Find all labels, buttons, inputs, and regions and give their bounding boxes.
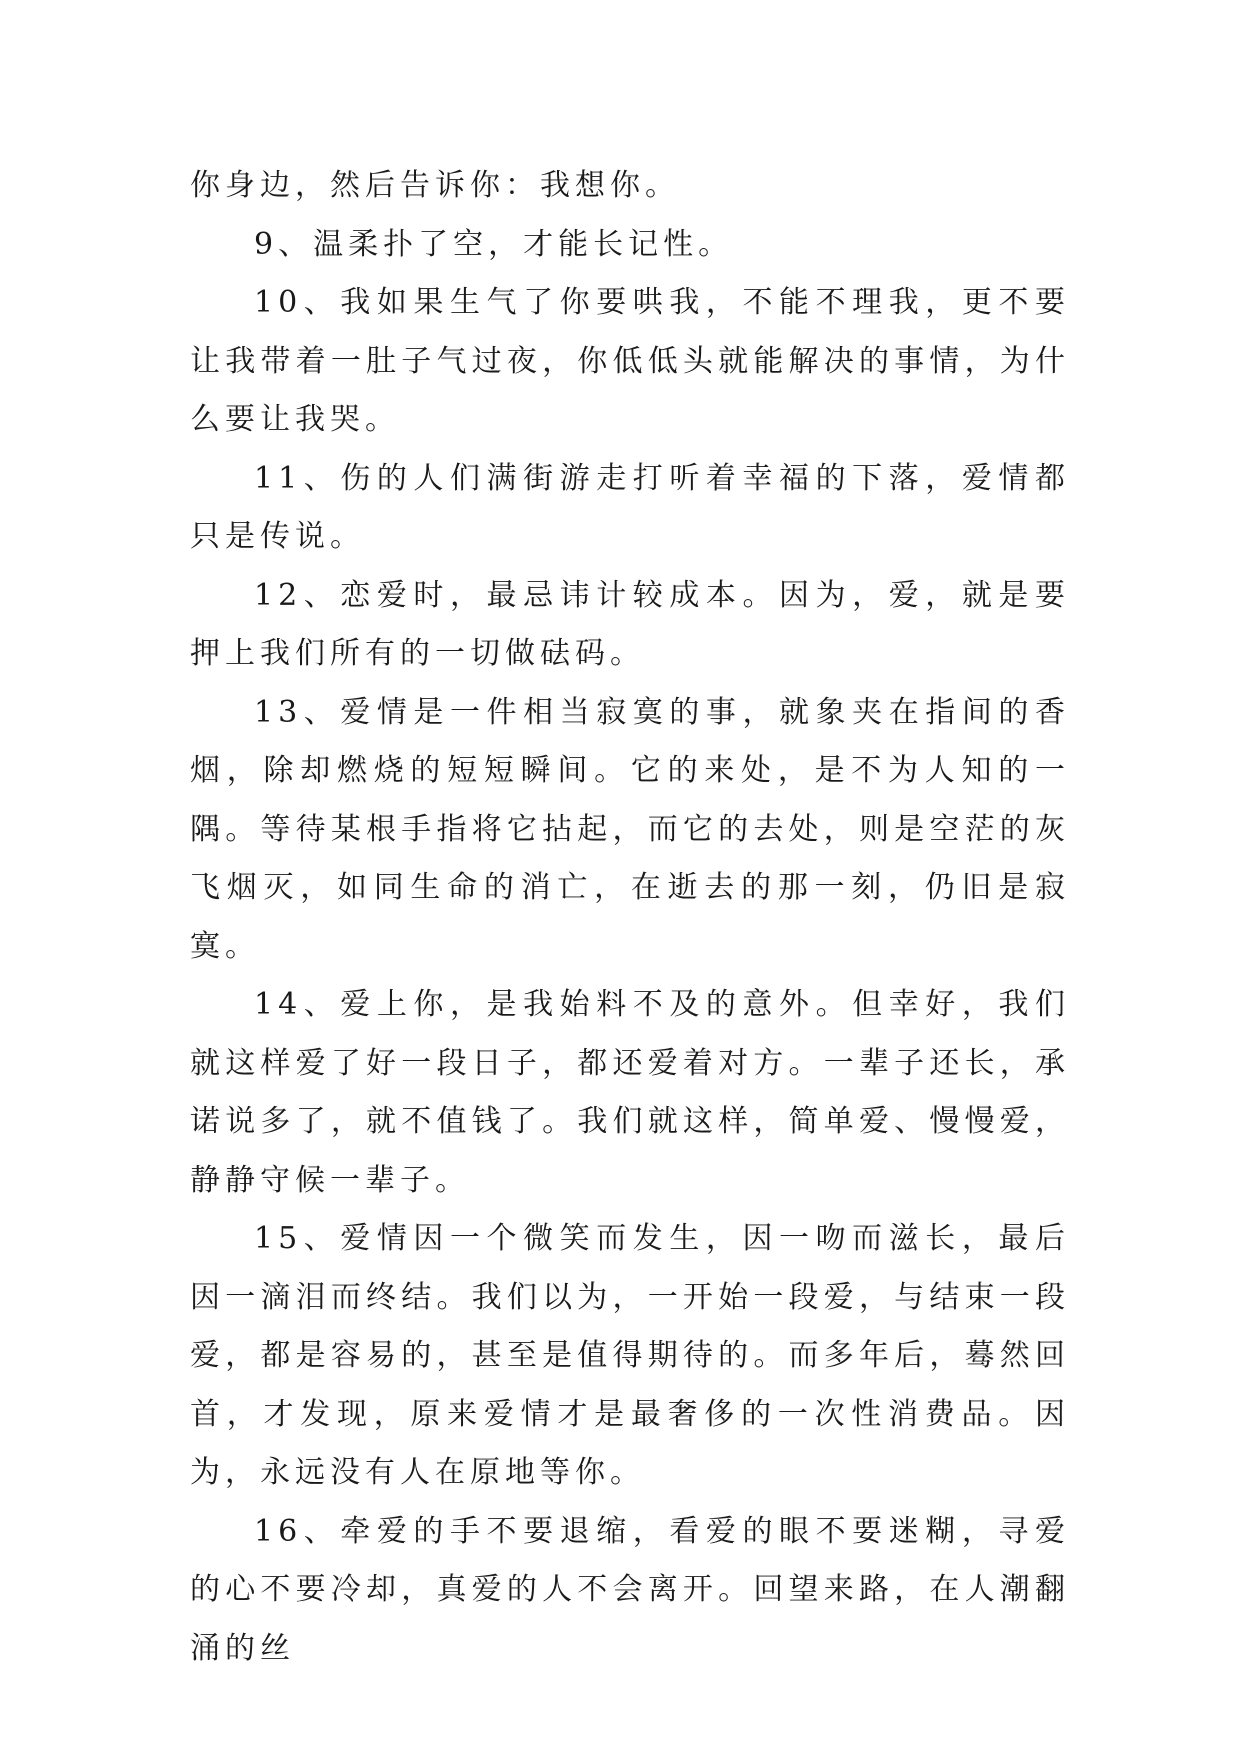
paragraph-16: 16、牵爱的手不要退缩，看爱的眼不要迷糊，寻爱的心不要冷却，真爱的人不会离开。回望来路，在人潮翻涌的丝 <box>190 1513 1070 1666</box>
paragraph-15: 15、爱情因一个微笑而发生，因一吻而滋长，最后因一滴泪而终结。我们以为，一开始一段爱，与结束一段爱，都是容易的，甚至是值得期待的。而多年后，蓦然回首，才发现，原来爱情才是最奢侈的一次性消费品。因为，永远没有人在原地等你。 <box>190 1221 1070 1490</box>
paragraph-11: 11、伤的人们满街游走打听着幸福的下落，爱情都只是传说。 <box>190 460 1070 554</box>
paragraph-13: 13、爱情是一件相当寂寞的事，就象夹在指间的香烟，除却燃烧的短短瞬间。它的来处，是不为人知的一隅。等待某根手指将它拈起，而它的去处，则是空茫的灰飞烟灭，如同生命的消亡，在逝去的那一刻，仍旧是寂寞。 <box>190 694 1070 964</box>
paragraph-12: 12、恋爱时，最忌讳计较成本。因为，爱，就是要押上我们所有的一切做砝码。 <box>190 577 1070 671</box>
paragraph-10: 10、我如果生气了你要哄我，不能不理我，更不要让我带着一肚子气过夜，你低低头就能解决的事情，为什么要让我哭。 <box>190 285 1070 437</box>
paragraph-9: 9、温柔扑了空，才能长记性。 <box>254 226 734 262</box>
paragraph-continuation: 你身边，然后告诉你：我想你。 <box>190 168 680 203</box>
document-body <box>190 157 1070 1678</box>
paragraph-14: 14、爱上你，是我始料不及的意外。但幸好，我们就这样爱了好一段日子，都还爱着对方。一辈子还长，承诺说多了，就不值钱了。我们就这样，简单爱、慢慢爱，静静守候一辈子。 <box>190 987 1070 1198</box>
